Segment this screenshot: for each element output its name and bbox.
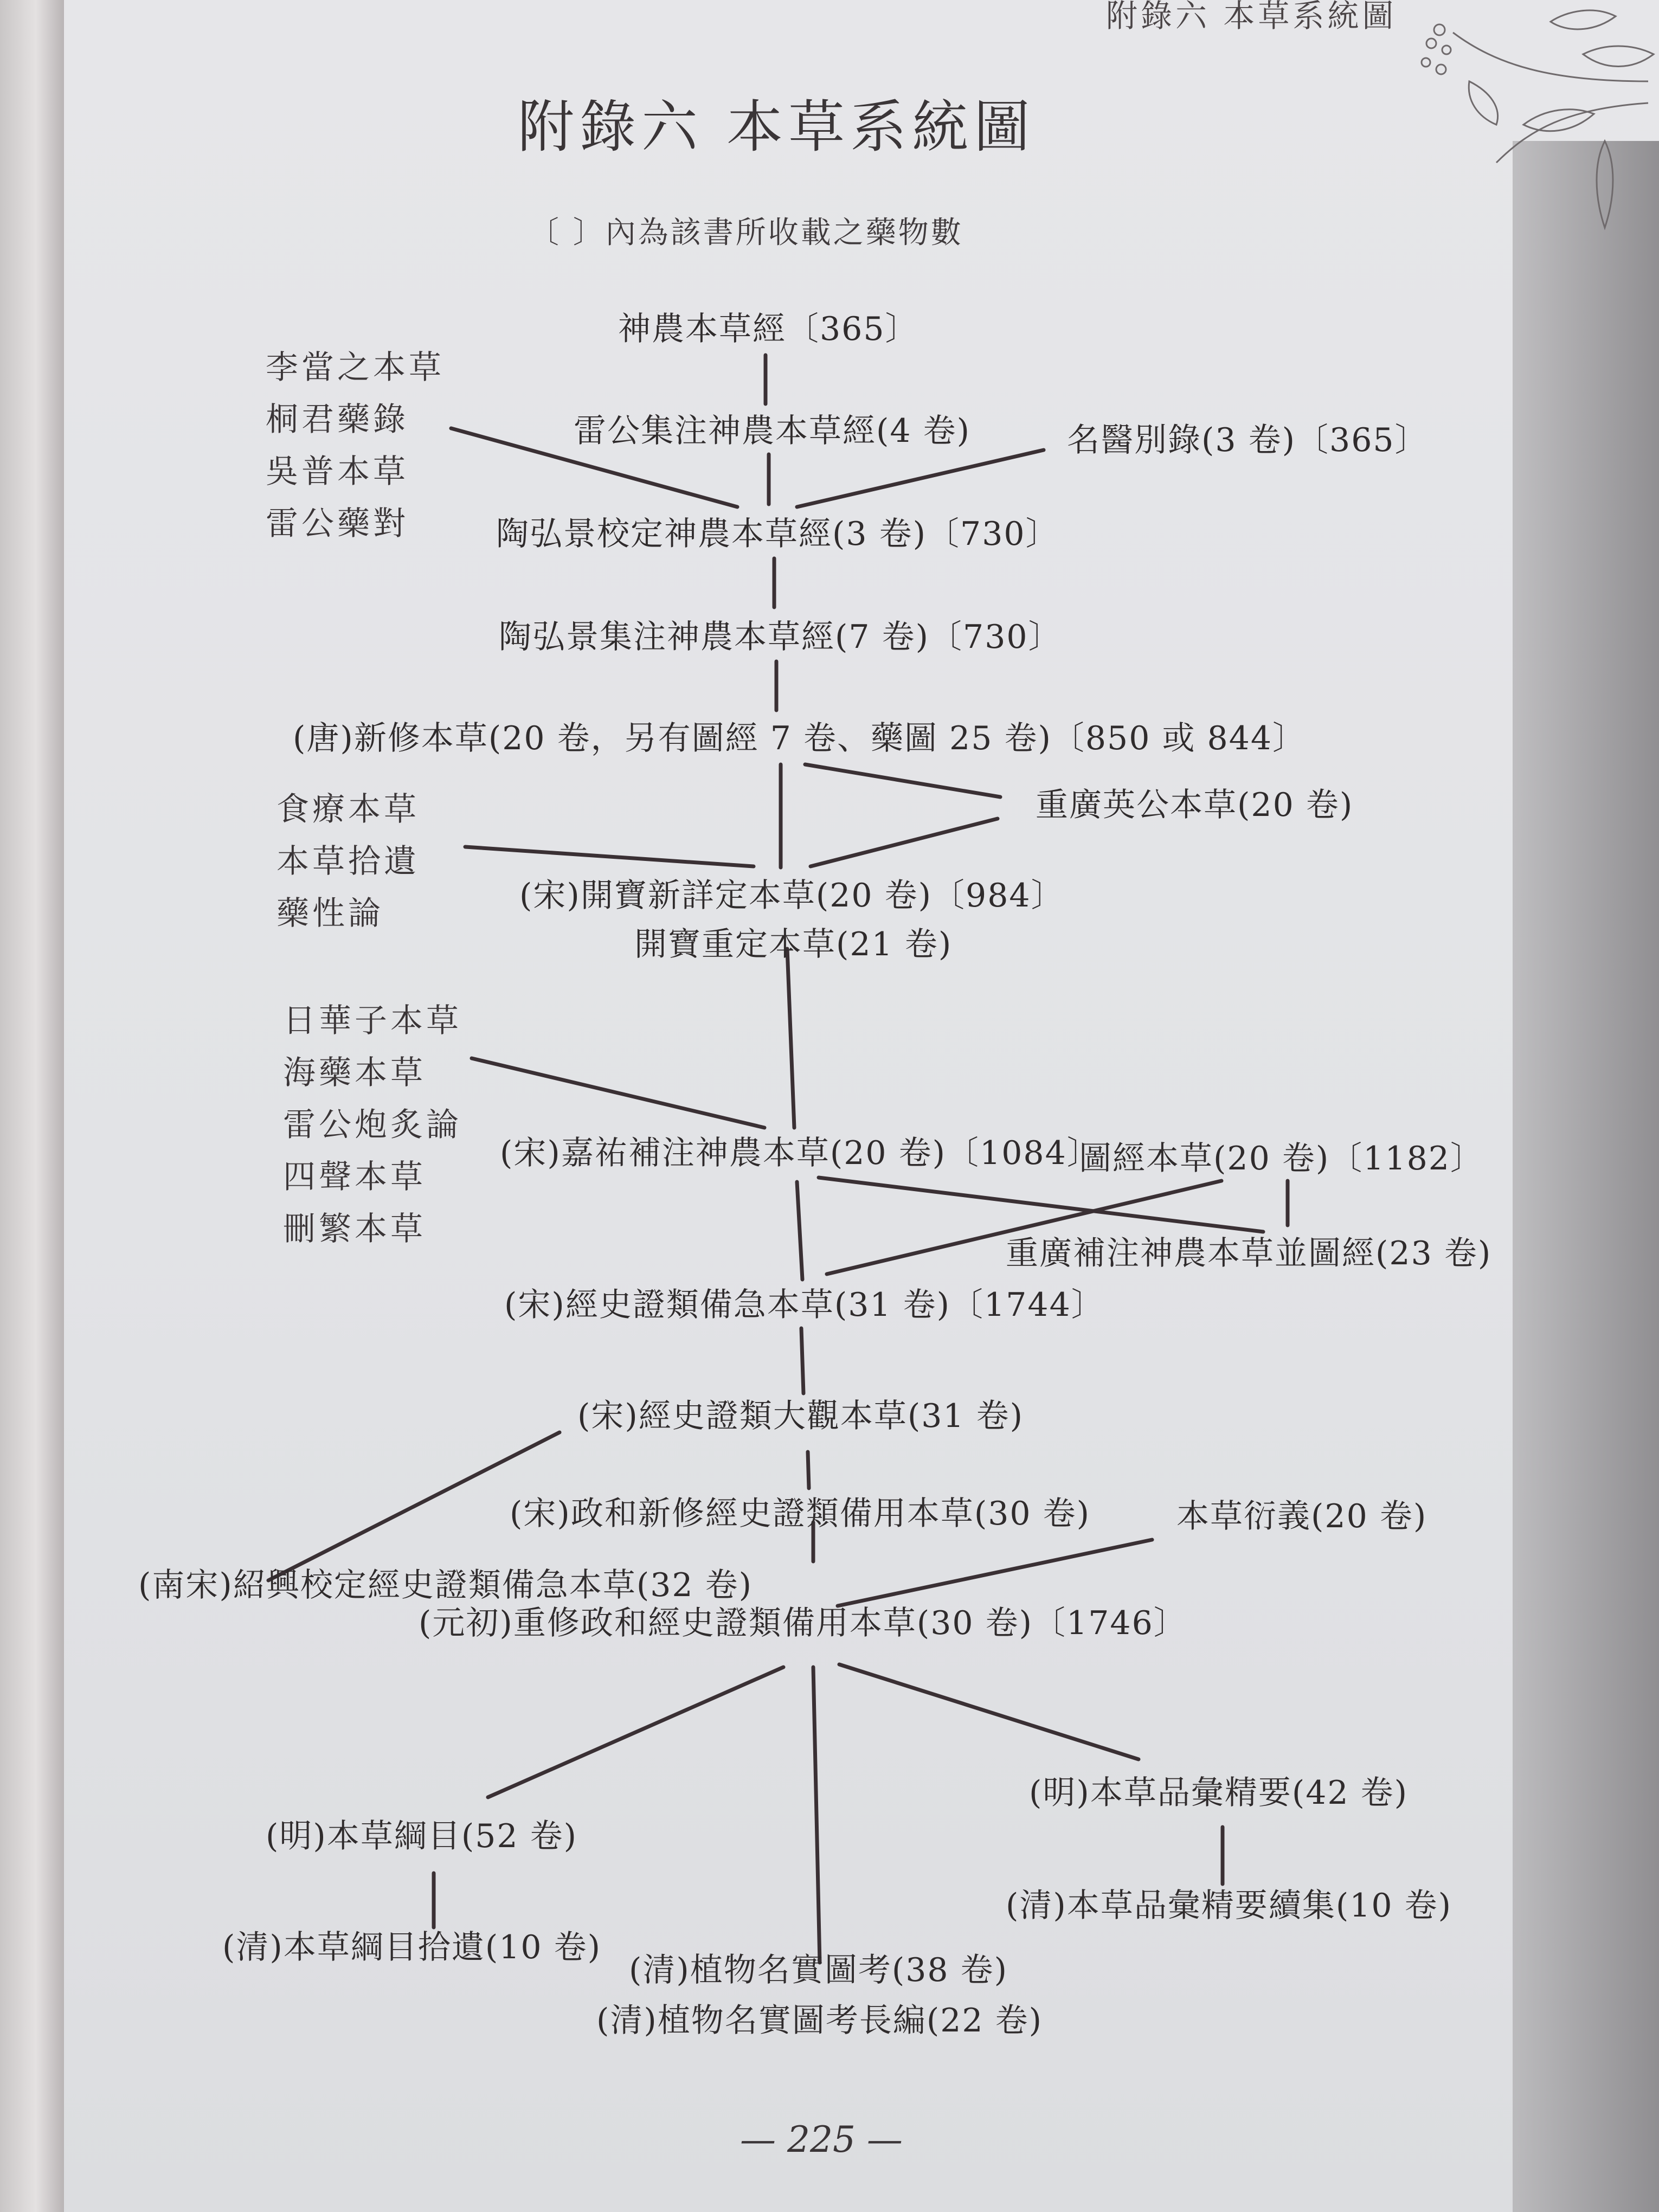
feeder-item: 日華子本草	[283, 1002, 462, 1040]
node-zhenghe: (宋)政和新修經史證類備用本草(30 卷)	[510, 1495, 1091, 1533]
node-zhiwu-changbian: (清)植物名實圖考長編(22 卷)	[596, 2002, 1043, 2040]
feeder-item: 藥性論	[276, 895, 384, 933]
node-zhiwu-tukao: (清)植物名實圖考(38 卷)	[629, 1951, 1008, 1989]
node-gangmu-shiyi: (清)本草綱目拾遺(10 卷)	[222, 1928, 602, 1966]
feeder-item: 四聲本草	[283, 1158, 426, 1196]
node-mingyi: 名醫別錄(3 卷)〔365〕	[1067, 421, 1429, 459]
feeder-item: 刪繁本草	[283, 1210, 426, 1248]
feeder-item: 吳普本草	[266, 453, 409, 491]
node-gangmu: (明)本草綱目(52 卷)	[266, 1817, 578, 1855]
feeder-item: 李當之本草	[266, 349, 445, 387]
node-jiayou: (宋)嘉祐補注神農本草(20 卷)〔1084〕	[500, 1134, 1101, 1172]
node-chongxiu-zhenghe: (元初)重修政和經史證類備用本草(30 卷)〔1746〕	[419, 1604, 1187, 1642]
feeder-item: 食療本草	[276, 790, 420, 828]
diagram-title: 附錄六 本草系統圖	[518, 94, 1036, 160]
node-daguan: (宋)經史證類大觀本草(31 卷)	[577, 1397, 1024, 1435]
feeder-item: 雷公藥對	[266, 505, 409, 543]
node-pinhui-xuji: (清)本草品彙精要續集(10 卷)	[1006, 1887, 1452, 1925]
node-tao-jiaoding: 陶弘景校定神農本草經(3 卷)〔730〕	[496, 515, 1059, 553]
feeder-item: 本草拾遺	[276, 843, 420, 880]
node-chongguang-buzhu: 重廣補注神農本草並圖經(23 卷)	[1006, 1234, 1492, 1272]
feeder-item: 海藥本草	[283, 1054, 426, 1092]
feeder-item: 桐君藥錄	[266, 401, 409, 439]
node-shennong: 神農本草經〔365〕	[618, 310, 919, 348]
feeder-group-2	[276, 783, 420, 940]
node-tao-jizhu: 陶弘景集注神農本草經(7 卷)〔730〕	[499, 618, 1062, 656]
node-tujing: 圖經本草(20 卷)〔1182〕	[1079, 1140, 1484, 1178]
page-number: — 225 —	[740, 2119, 903, 2160]
running-header: 附錄六 本草系統圖	[1106, 0, 1397, 34]
node-leigong-jizhu: 雷公集注神農本草經(4 卷)	[574, 412, 971, 450]
node-shaoxing: (南宋)紹興校定經史證類備急本草(32 卷)	[138, 1566, 753, 1604]
node-kaibao-chongding: 開寶重定本草(21 卷)	[634, 925, 953, 963]
node-pinhui: (明)本草品彙精要(42 卷)	[1029, 1774, 1409, 1812]
node-kaibao-xiangding: (宋)開寶新詳定本草(20 卷)〔984〕	[519, 877, 1065, 915]
diagram-subtitle: 〔 〕內為該書所收載之藥物數	[529, 215, 963, 250]
feeder-item: 雷公炮炙論	[283, 1106, 462, 1144]
node-xinxiu: (唐)新修本草(20 卷，另有圖經 7 卷、藥圖 25 卷)〔850 或 844〕	[293, 719, 1307, 757]
node-chongguang-yinggong: 重廣英公本草(20 卷)	[1036, 786, 1354, 824]
feeder-group-1	[266, 342, 445, 550]
feeder-group-3	[283, 995, 462, 1255]
node-jingshi-beiji: (宋)經史證類備急本草(31 卷)〔1744〕	[504, 1286, 1105, 1324]
node-yanyi: 本草衍義(20 卷)	[1176, 1497, 1427, 1535]
